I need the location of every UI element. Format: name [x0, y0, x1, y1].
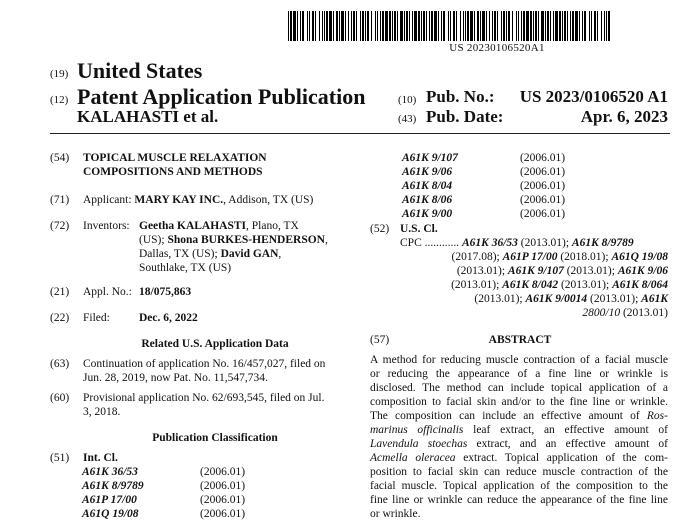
- cpc-code: A61Q 19/08: [611, 251, 668, 263]
- field-52-us-cl: [370, 222, 670, 236]
- int-cl-row: [82, 507, 245, 521]
- barcode-pub-number: US 20230106520A1: [449, 42, 545, 54]
- inventor-1-name: Geetha KALAHASTI: [139, 220, 247, 232]
- int-cl-row: [402, 207, 565, 221]
- int-cl-version: (2006.01): [520, 166, 566, 178]
- cpc-date: (2013.01);: [456, 265, 508, 277]
- cpc-code: A61K 8/042: [502, 279, 559, 291]
- abstract-line: [370, 465, 668, 479]
- int-cl-code: A61K 8/9789: [82, 480, 144, 492]
- abstract-text-segment: or wrinkle.: [370, 508, 421, 520]
- cpc-code: A61K 8/064: [612, 279, 668, 291]
- invention-title-line1: TOPICAL MUSCLE RELAXATION: [83, 152, 267, 164]
- continuation-line1: Continuation of application No. 16/457,027, filed on: [83, 358, 326, 370]
- int-cl-version: (2006.01): [520, 152, 566, 164]
- inid-code-12: (12): [50, 94, 69, 106]
- int-cl-version: (2006.01): [520, 194, 566, 206]
- abstract-italic-term: Ros-: [646, 410, 668, 422]
- abstract-text-segment: composition to facial skin and/or to the fine line or wrinkle.: [370, 396, 668, 408]
- int-cl-code: A61Q 19/08: [82, 508, 139, 520]
- inventor-2-name: Shona BURKES-HENDERSON: [167, 234, 325, 246]
- int-cl-row: [82, 479, 245, 493]
- int-cl-code: A61K 8/06: [402, 194, 453, 206]
- int-cl-version: (2006.01): [200, 508, 246, 520]
- inventor-1-country: (US);: [139, 234, 168, 246]
- inid-code-54: (54): [50, 152, 70, 164]
- int-cl-code: A61K 8/04: [402, 180, 453, 192]
- abstract-line: [370, 381, 668, 395]
- abstract-text: [370, 353, 668, 521]
- int-cl-version: (2006.01): [200, 480, 246, 492]
- inid-code-21: (21): [50, 286, 70, 298]
- field-51-int-cl: [50, 451, 360, 465]
- int-cl-label: Int. Cl.: [83, 452, 118, 464]
- invention-title-line2: COMPOSITIONS AND METHODS: [83, 166, 263, 178]
- int-cl-row: [402, 151, 565, 165]
- cpc-label: CPC ............: [400, 237, 462, 249]
- int-cl-row: [82, 493, 245, 507]
- int-cl-row: [402, 193, 565, 207]
- field-60-provisional: [50, 391, 360, 419]
- abstract-italic-term: Acmella oleracea: [370, 452, 456, 464]
- abstract-text-segment: fine line or wrinkle can reduce the appearance of the fine line: [370, 494, 668, 506]
- int-cl-version: (2006.01): [200, 466, 246, 478]
- inid-code-43: (43): [398, 113, 417, 125]
- abstract-text-segment: disclosed. The method can include topical application of a: [370, 382, 668, 394]
- inid-code-57: (57): [370, 334, 390, 346]
- int-cl-version: (2006.01): [520, 180, 566, 192]
- abstract-text-segment: position to facial skin can reduce muscle contraction of the: [370, 466, 668, 478]
- cpc-date: (2013.01);: [558, 279, 613, 291]
- abstract-line: [370, 437, 668, 451]
- inventor-3-name: David GAN: [220, 248, 279, 260]
- field-57-abstract: [370, 333, 670, 347]
- barcode: [288, 11, 610, 41]
- abstract-line: [370, 367, 668, 381]
- provisional-line2: 3, 2018.: [83, 406, 121, 418]
- int-cl-row: [402, 179, 565, 193]
- cpc-date: (2017.08);: [451, 251, 503, 263]
- abstract-italic-term: marinus officinalis: [370, 424, 464, 436]
- related-data-heading: Related U.S. Application Data: [141, 338, 289, 350]
- abstract-text-segment: The composition can include an effective amount of: [370, 410, 647, 422]
- abstract-line: [370, 395, 668, 409]
- cpc-date: (2013.01);: [517, 237, 572, 249]
- appl-no-value: 18/075,863: [139, 286, 192, 298]
- continuation-line2: Jun. 28, 2019, now Pat. No. 11,547,734.: [83, 372, 268, 384]
- inventors-label: Inventors:: [83, 220, 130, 232]
- filed-label: Filed:: [83, 312, 110, 324]
- applicant-location: , Addison, TX (US): [223, 194, 314, 206]
- int-cl-list-continued: [402, 151, 565, 221]
- abstract-line: [370, 479, 668, 493]
- provisional-line1: Provisional application No. 62/693,545, filed on Jul.: [83, 392, 325, 404]
- document-type-title: Patent Application Publication: [77, 84, 366, 109]
- pub-no-value: US 2023/0106520 A1: [519, 87, 668, 106]
- inventor-3-separator: ,: [278, 248, 282, 260]
- int-cl-code: A61K 9/107: [402, 152, 458, 164]
- inid-code-63: (63): [50, 358, 70, 370]
- abstract-heading: ABSTRACT: [488, 334, 552, 346]
- us-cl-label: U.S. Cl.: [400, 223, 438, 235]
- int-cl-version: (2006.01): [520, 208, 566, 220]
- cpc-code: A61K 9/107: [507, 265, 564, 277]
- inventor-1-location: , Plano, TX: [246, 220, 299, 232]
- inid-code-19: (19): [50, 68, 69, 80]
- inid-code-72: (72): [50, 220, 70, 232]
- inid-code-52: (52): [370, 223, 390, 235]
- int-cl-code: A61K 9/00: [402, 208, 453, 220]
- cpc-date: (2013.01): [620, 307, 668, 319]
- cpc-code: A61K 9/0014: [525, 293, 588, 305]
- field-54-title: [50, 151, 350, 179]
- publication-classification-heading: Publication Classification: [152, 432, 278, 444]
- cpc-code: 2800/10: [582, 307, 621, 319]
- applicant-name: MARY KAY INC.: [134, 194, 224, 206]
- cpc-code: A61P 17/00: [502, 251, 558, 263]
- abstract-line: [370, 409, 668, 423]
- int-cl-code: A61P 17/00: [82, 494, 137, 506]
- cpc-date: (2013.01);: [587, 293, 642, 305]
- cpc-code: A61K 36/53: [462, 237, 518, 249]
- abstract-text-segment: or reducing the appearance of a fine line or wrinkle is: [370, 368, 668, 380]
- cpc-date: (2013.01);: [563, 265, 618, 277]
- inid-code-71: (71): [50, 194, 70, 206]
- abstract-italic-term: Lavendula stoechas: [370, 438, 468, 450]
- int-cl-row: [402, 165, 565, 179]
- field-71-applicant: [50, 193, 350, 207]
- header-divider: [50, 133, 670, 134]
- abstract-text-segment: leaf extract, an effective amount of: [463, 424, 669, 436]
- field-72-inventors: [50, 219, 360, 275]
- inid-code-22: (22): [50, 312, 70, 324]
- inventor-2-location: Dallas, TX (US);: [139, 248, 221, 260]
- abstract-text-segment: extract, and an effective amount of: [467, 438, 669, 450]
- appl-no-label: Appl. No.:: [83, 286, 132, 298]
- field-22-filed: [50, 311, 350, 325]
- inid-code-60: (60): [50, 392, 70, 404]
- inid-code-10: (10): [398, 94, 417, 106]
- pub-no-label: Pub. No.:: [426, 87, 495, 106]
- abstract-text-segment: facial muscle. Topical application of the composition to the: [370, 480, 668, 492]
- country-title: United States: [77, 58, 203, 83]
- field-63-continuation: [50, 357, 360, 385]
- cpc-code: A61K 9/06: [617, 265, 668, 277]
- int-cl-row: [82, 465, 245, 479]
- cpc-classification: [400, 236, 668, 320]
- abstract-text-segment: A method for reducing muscle contraction of a facial muscle: [370, 354, 668, 366]
- abstract-line: [370, 451, 668, 465]
- abstract-line: [370, 507, 668, 521]
- cpc-code: A61K 8/9789: [571, 237, 634, 249]
- int-cl-code: A61K 36/53: [82, 466, 138, 478]
- filed-value: Dec. 6, 2022: [139, 312, 198, 324]
- applicant-label: Applicant:: [83, 194, 132, 206]
- applicant-short-name: KALAHASTI et al.: [77, 107, 219, 126]
- inventor-3-location: Southlake, TX (US): [139, 262, 232, 274]
- abstract-line: [370, 353, 668, 367]
- pub-date-label: Pub. Date:: [426, 107, 504, 126]
- inventor-2-separator: ,: [324, 234, 328, 246]
- int-cl-version: (2006.01): [200, 494, 246, 506]
- abstract-line: [370, 423, 668, 437]
- abstract-line: [370, 493, 668, 507]
- pub-date-value: Apr. 6, 2023: [580, 107, 668, 126]
- cpc-date: (2013.01);: [451, 279, 503, 291]
- inid-code-51: (51): [50, 452, 70, 464]
- cpc-code: A61K: [641, 293, 668, 305]
- cpc-date: (2018.01);: [557, 251, 612, 263]
- field-21-appl-no: [50, 285, 350, 299]
- abstract-text-segment: extract. Topical application of the com-: [455, 452, 669, 464]
- int-cl-code: A61K 9/06: [402, 166, 453, 178]
- int-cl-list: [82, 465, 245, 521]
- cpc-date: (2013.01);: [474, 293, 526, 305]
